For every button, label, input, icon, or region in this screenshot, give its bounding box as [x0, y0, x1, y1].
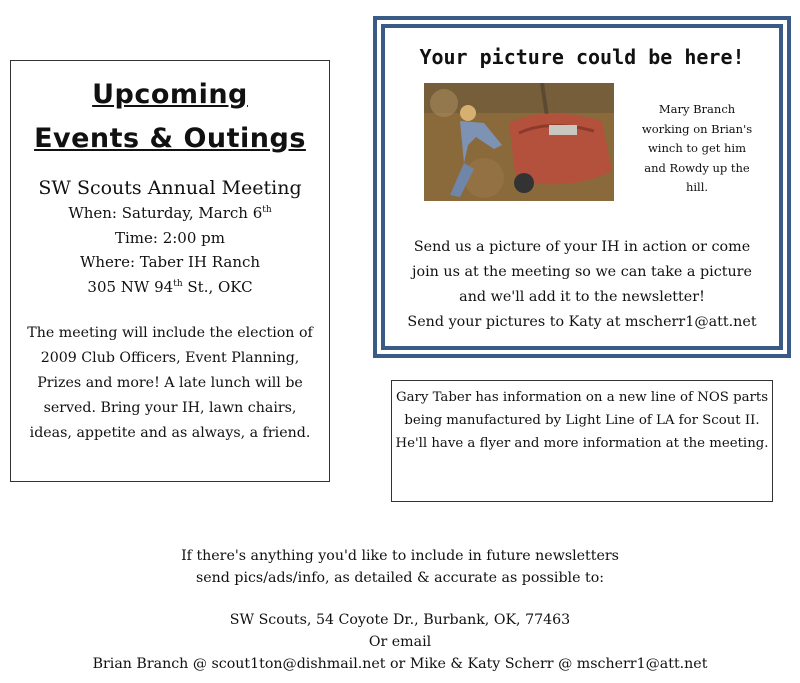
events-heading	[11, 73, 329, 161]
meeting-where: Where: Taber IH Ranch	[79, 253, 261, 271]
gary-notice-text: Gary Taber has information on a new line of NOS parts being manufactured by Light Line of LA for Scout II. He'll have a flyer and more information at the meeting.	[395, 390, 769, 451]
meeting-address	[11, 275, 329, 300]
footer-spacer	[0, 589, 800, 609]
send-picture-text	[385, 235, 779, 335]
address-pre: 305 NW 94	[87, 277, 174, 296]
photo-leaves-1	[430, 89, 458, 117]
footer-line-1: If there's anything you'd like to include in future newsletters	[181, 548, 619, 564]
meeting-when	[11, 201, 329, 226]
picture-box	[373, 16, 791, 358]
events-heading-line2: Events & Outings	[34, 123, 306, 154]
photo-person-head	[460, 105, 476, 121]
send-line-2: join us at the meeting so we can take a picture	[412, 264, 752, 280]
send-line-1: Send us a picture of your IH in action or come	[413, 239, 751, 255]
footer-emails: Brian Branch @ scout1ton@dishmail.net or Mike & Katy Scherr @ mscherr1@att.net	[92, 656, 708, 672]
photo-tire	[514, 173, 534, 193]
photo-caption: Mary Branch working on Brian's winch to get him and Rowdy up the hill.	[641, 102, 753, 194]
meeting-title: SW Scouts Annual Meeting	[38, 177, 302, 199]
winch-photo	[424, 83, 614, 201]
footer-or-email: Or email	[368, 634, 432, 650]
address-post: St., OKC	[182, 277, 253, 296]
when-sup: th	[262, 205, 272, 215]
photo-truck-vent	[549, 125, 577, 135]
events-box	[10, 60, 330, 482]
when-text: When: Saturday, March 6	[68, 204, 263, 222]
picture-heading: Your picture could be here!	[419, 45, 745, 69]
meeting-time: Time: 2:00 pm	[114, 228, 225, 247]
gary-notice-box	[391, 380, 773, 502]
footer	[0, 545, 800, 675]
photo-leaves-2	[464, 158, 504, 198]
events-heading-line1: Upcoming	[92, 79, 248, 110]
address-sup: th	[173, 278, 183, 289]
send-line-4: Send your pictures to Katy at mscherr1@att.net	[407, 314, 757, 330]
footer-address: SW Scouts, 54 Coyote Dr., Burbank, OK, 77463	[229, 612, 571, 628]
picture-box-inner	[381, 24, 783, 350]
send-line-3: and we'll add it to the newsletter!	[459, 289, 705, 305]
footer-line-2: send pics/ads/info, as detailed & accurate as possible to:	[195, 570, 605, 586]
meeting-description: The meeting will include the election of 2009 Club Officers, Event Planning, Prizes and more! A late lunch will be served. Bring your IH, lawn chairs, ideas, appetite and as always, a friend.	[27, 325, 313, 441]
